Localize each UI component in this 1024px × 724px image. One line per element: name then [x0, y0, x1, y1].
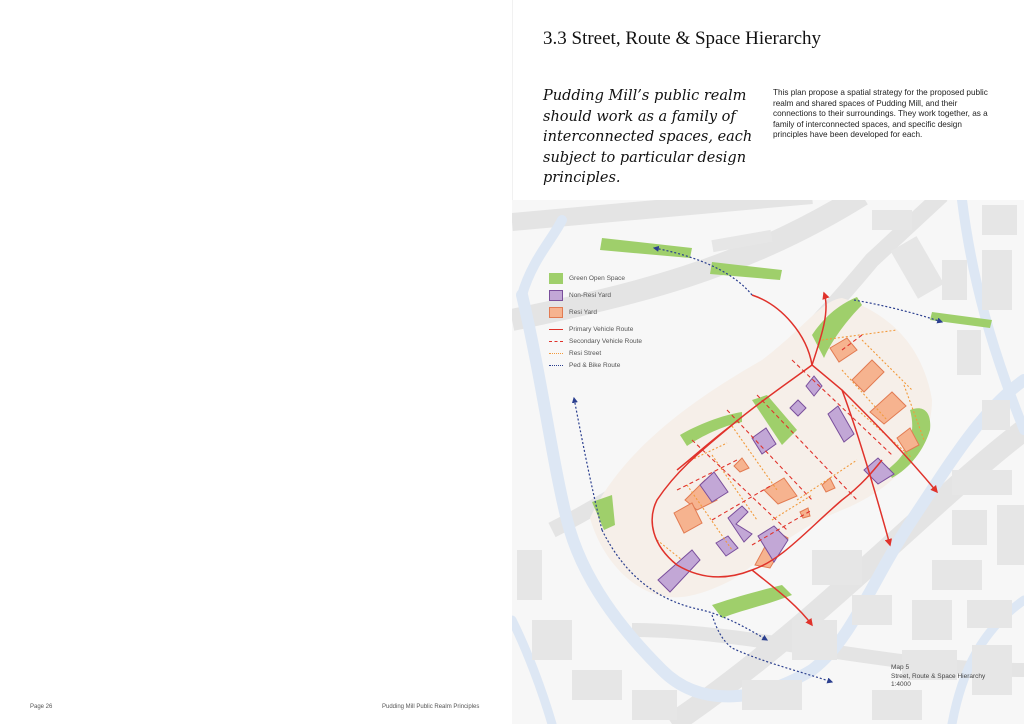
legend-label: Secondary Vehicle Route — [569, 337, 642, 345]
legend-swatch-primary — [549, 329, 563, 330]
map-caption — [891, 664, 985, 690]
map-caption-scale: 1:4000 — [891, 681, 911, 688]
intro-quote: Pudding Mill’s public realm should work as a family of interconnected spaces, each subject to particular design principles. — [543, 88, 753, 186]
legend-swatch-resi — [549, 307, 563, 318]
legend-label: Resi Street — [569, 349, 602, 357]
legend-swatch-non-resi — [549, 290, 563, 301]
legend-label: Ped & Bike Route — [569, 361, 621, 369]
legend-label: Primary Vehicle Route — [569, 325, 634, 333]
legend-swatch-resi-street — [549, 353, 563, 354]
legend-swatch-green — [549, 273, 563, 284]
map-caption-number: Map 5 — [891, 664, 910, 671]
section-title: 3.3 Street, Route & Space Hierarchy — [543, 28, 822, 49]
map-caption-title: Street, Route & Space Hierarchy — [891, 672, 986, 680]
legend-label: Green Open Space — [569, 274, 626, 282]
document-title: Pudding Mill Public Realm Principles — [382, 704, 480, 710]
legend-swatch-ped-bike — [549, 365, 563, 366]
legend-label: Resi Yard — [569, 308, 597, 316]
legend-swatch-secondary — [549, 341, 563, 342]
intro-body: This plan propose a spatial strategy for the proposed public realm and shared spaces of Pudding Mill, and their connections to their surroundings. They work together, as a family of interconnected spaces, and specific design principles have been developed for each. — [773, 88, 988, 139]
page-number: Page 26 — [30, 704, 53, 710]
legend-label: Non-Resi Yard — [569, 291, 612, 299]
